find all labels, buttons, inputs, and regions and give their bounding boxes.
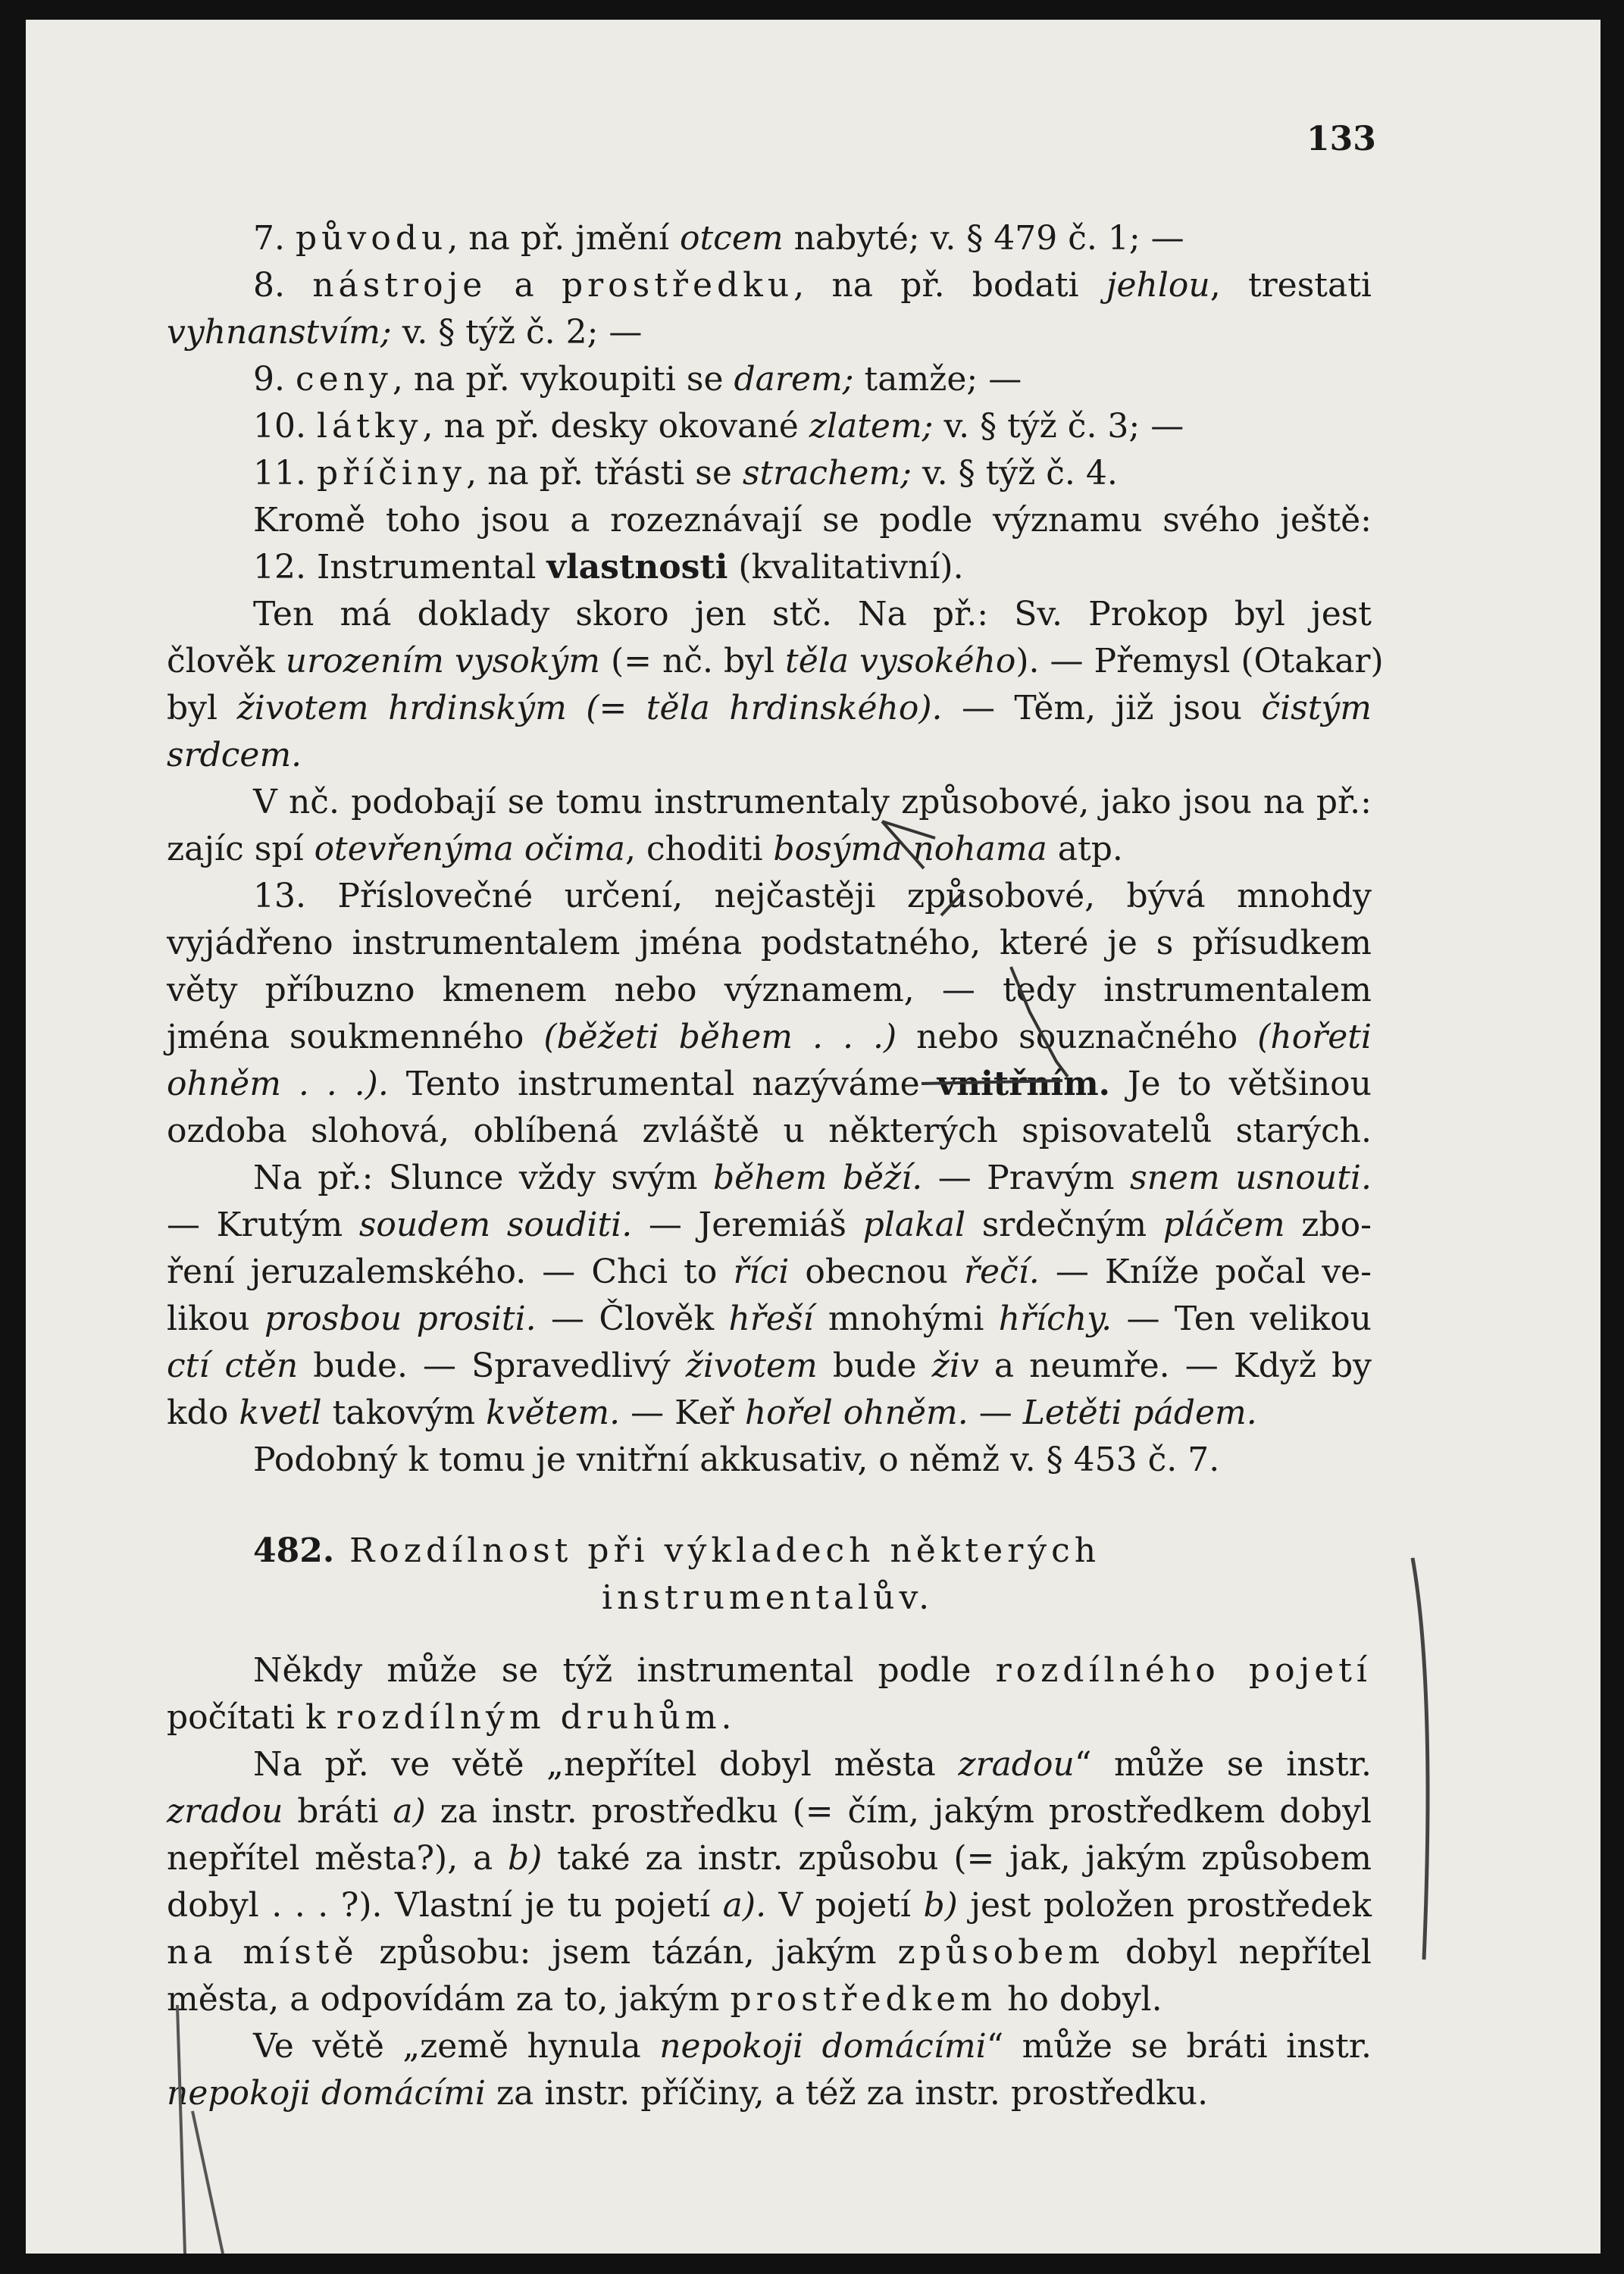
paragraph-line: Ve větě „země hynula nepokoji domácími“ může se bráti instr. (253, 2027, 1372, 2066)
paragraph-line: Kromě toho jsou a rozeznávají se podle významu svého ještě: (253, 501, 1372, 540)
paragraph-line: jména soukmenného (běžeti během . . .) nebo souznačného (hořeti (167, 1018, 1372, 1056)
paragraph-line: Někdy může se týž instrumental podle rozdílného pojetí (253, 1651, 1372, 1690)
paragraph-line: vyjádřeno instrumentalem jména podstatného, které je s přísudkem (167, 924, 1372, 962)
paragraph-line: zradou bráti a) za instr. prostředku (= čím, jakým prostředkem dobyl (167, 1792, 1372, 1831)
examples-line: ctí ctěn bude. — Spravedlivý životem bude živ a neumře. — Když by (167, 1347, 1372, 1385)
paragraph-line: člověk urozením vysokým (= nč. byl těla vysokého). — Přemysl (Otakar) (167, 642, 1384, 680)
item-12-heading: 12. Instrumental vlastnosti (kvalitativní). (253, 548, 964, 586)
paragraph-line: na místě způsobu: jsem tázán, jakým způsobem dobyl nepřítel (167, 1933, 1372, 1972)
pencil-annotation-mark (26, 20, 1601, 2254)
examples-line: likou prosbou prositi. — Člověk hřeší mnohými hříchy. — Ten velikou (167, 1300, 1372, 1338)
item-10-line: 10. látky, na př. desky okované zlatem; v. § týž č. 3; — (253, 407, 1184, 446)
examples-line: kdo kvetl takovým květem. — Keř hořel ohněm. — Letěti pádem. (167, 1393, 1257, 1432)
item-8-continuation: vyhnanstvím; v. § týž č. 2; — (167, 313, 643, 352)
page-number: 133 (1306, 120, 1376, 158)
item-7-line: 7. původu, na př. jmění otcem nabyté; v. § 479 č. 1; — (253, 219, 1184, 258)
paragraph-line: Ten má doklady skoro jen stč. Na př.: Sv. Prokop byl jest (253, 595, 1372, 633)
paragraph-line: byl životem hrdinským (= těla hrdinského). — Těm, již jsou čistým (167, 689, 1372, 727)
item-8-line: 8. nástroje a prostředku, na př. bodati jehlou, trestati (253, 266, 1372, 305)
examples-line: — Krutým soudem souditi. — Jeremiáš plakal srdečným pláčem zbo- (167, 1206, 1372, 1244)
paragraph-line: V nč. podobají se tomu instrumentaly způsobové, jako jsou na př.: (253, 783, 1372, 821)
paragraph-line: nepřítel města?), a b) také za instr. způsobu (= jak, jakým způsobem (167, 1839, 1372, 1878)
section-482-heading-cont: instrumentalův. (602, 1578, 934, 1617)
item-13-heading: 13. Příslovečné určení, nejčastěji způsobové, bývá mnohdy (253, 877, 1372, 915)
item-11-line: 11. příčiny, na př. třásti se strachem; v. § týž č. 4. (253, 454, 1118, 493)
paragraph-line: ohněm . . .). Tento instrumental nazýváme vnitřním. Je to většinou (167, 1065, 1372, 1103)
paragraph-line: Na př. ve větě „nepřítel dobyl města zradou“ může se instr. (253, 1745, 1372, 1784)
paragraph-line: zajíc spí otevřenýma očima, choditi bosýma nohama atp. (167, 830, 1123, 868)
paragraph-line: srdcem. (167, 736, 302, 774)
paragraph-line: věty příbuzno kmenem nebo významem, — tedy instrumentalem (167, 971, 1372, 1009)
item-9-line: 9. ceny, na př. vykoupiti se darem; tamže; — (253, 360, 1022, 399)
paragraph-line: dobyl . . . ?). Vlastní je tu pojetí a). V pojetí b) jest položen prostředek (167, 1886, 1372, 1925)
book-page (26, 20, 1601, 2254)
examples-line: ření jeruzalemského. — Chci to říci obecnou řečí. — Kníže počal ve- (167, 1253, 1372, 1291)
paragraph-line: města, a odpovídám za to, jakým prostředkem ho dobyl. (167, 1980, 1162, 2019)
paragraph-line: počítati k rozdílným druhům. (167, 1698, 732, 1737)
paragraph-line: Podobný k tomu je vnitřní akkusativ, o němž v. § 453 č. 7. (253, 1440, 1220, 1479)
section-482-heading: 482. Rozdílnost při výkladech některých (253, 1531, 1101, 1570)
examples-line: Na př.: Slunce vždy svým během běží. — Pravým snem usnouti. (253, 1159, 1372, 1197)
paragraph-line: ozdoba slohová, oblíbená zvláště u některých spisovatelů starých. (167, 1112, 1372, 1150)
paragraph-line: nepokoji domácími za instr. příčiny, a též za instr. prostředku. (167, 2074, 1209, 2113)
